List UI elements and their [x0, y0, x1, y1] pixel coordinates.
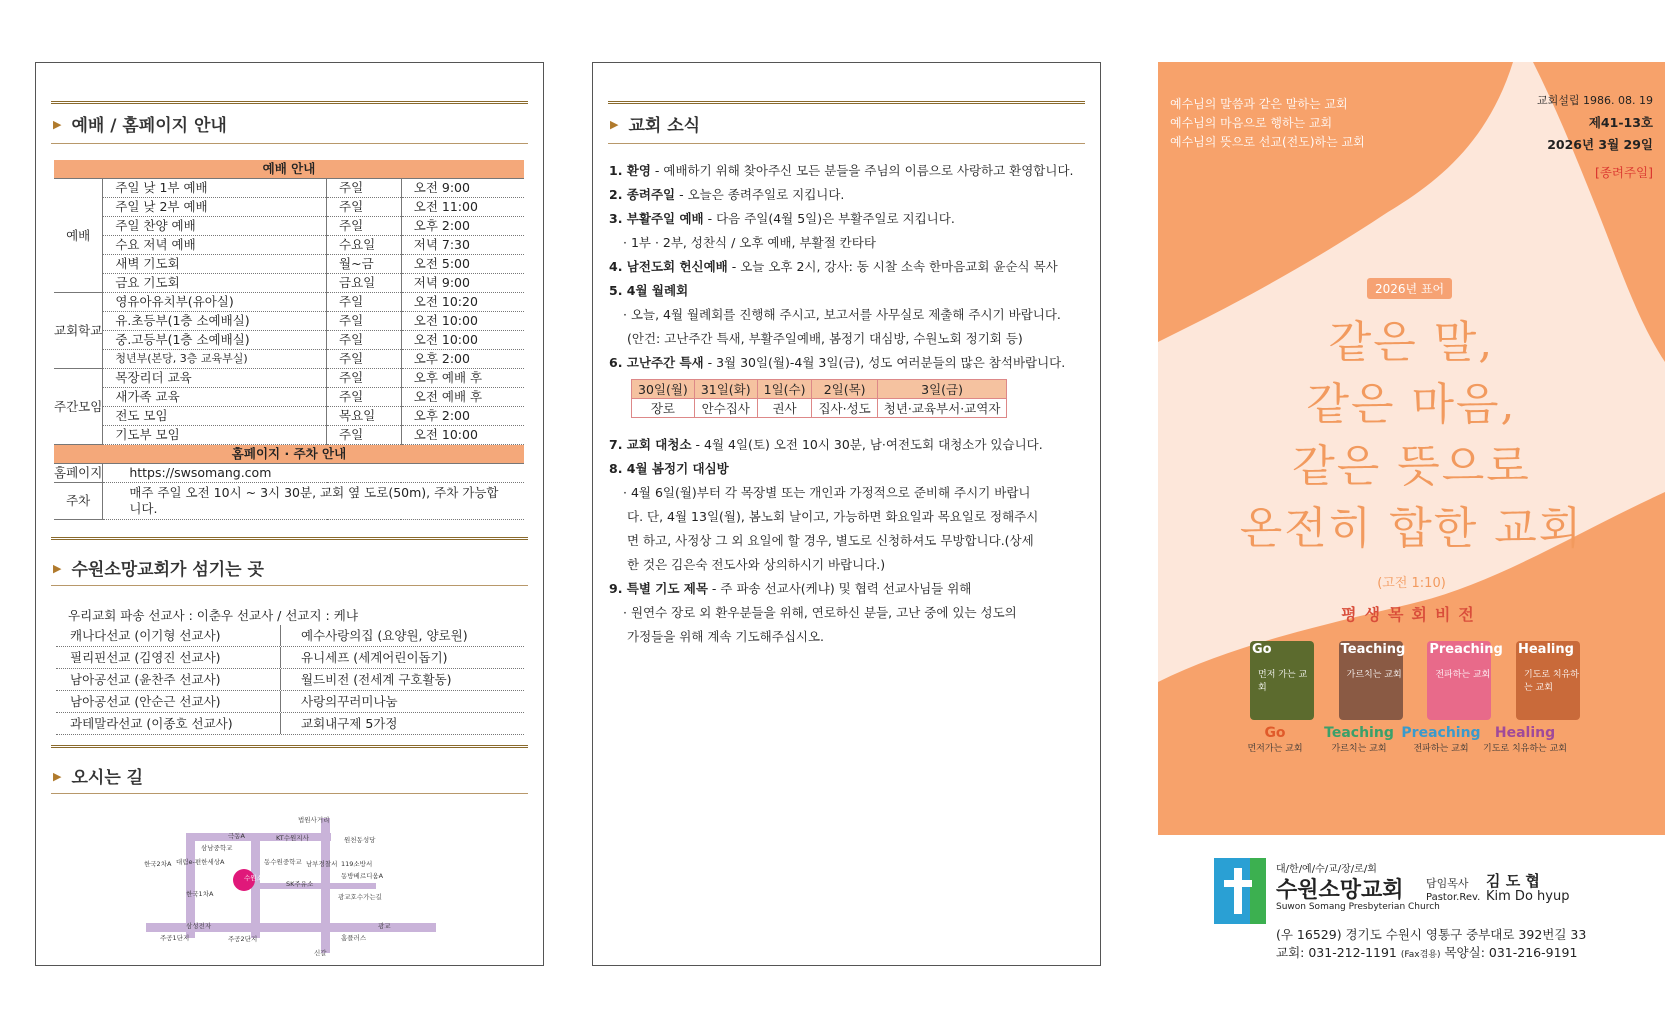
- table-cell: 31일(화): [694, 380, 757, 399]
- list-item: 필리핀선교 (김영진 선교사) 유니세프 (세계어린이돕기): [56, 647, 524, 669]
- table-cell: 주일 찬양 예배: [103, 217, 327, 236]
- table-header: 예배 안내: [54, 160, 524, 179]
- table-cell: 오전 10:00: [401, 426, 524, 445]
- news-item: (안건: 고난주간 특새, 부활주일예배, 봄정기 대심방, 수원노회 정기회 등): [627, 331, 1023, 346]
- section-divider: [51, 537, 528, 540]
- arrow-icon: ▶: [53, 562, 62, 575]
- table-cell: 오전 10:20: [401, 293, 524, 312]
- table-cell: 30일(월): [632, 380, 695, 399]
- table-row: [54, 369, 524, 388]
- table-row: [54, 312, 524, 331]
- table-row: [54, 236, 524, 255]
- news-item: 4. 남전도회 헌신예배 - 오늘 오후 2시, 강사: 동 시찰 소속 한마음교회 윤순식 목사: [609, 259, 1058, 274]
- table-cell: 금요일: [327, 274, 402, 293]
- news-item: 면 하고, 사정상 그 외 요일에 할 경우, 별도로 신청하셔도 무방합니다.(상세: [627, 533, 1034, 548]
- table-row: [54, 255, 524, 274]
- table-cell: 3일(금): [877, 380, 1007, 399]
- homepage-link[interactable]: https://swsomang.com: [103, 464, 524, 483]
- section-title-directions: ▶ 오시는 길: [53, 768, 144, 788]
- vision-tile-preaching: Preaching 전파하는 교회: [1427, 641, 1491, 720]
- table-cell: 권사: [757, 399, 812, 418]
- news-list: [609, 159, 1087, 375]
- category-cell: 홈페이지: [54, 464, 103, 483]
- table-cell: 수요 저녁 예배: [103, 236, 327, 255]
- table-cell: 오전 10:00: [401, 331, 524, 350]
- church-logo: [1214, 858, 1266, 924]
- table-row: [54, 274, 524, 293]
- table-row: [54, 198, 524, 217]
- vision-label: Preaching 전파하는 교회: [1401, 725, 1481, 754]
- arrow-icon: ▶: [610, 118, 619, 131]
- vision-tile-healing: Healing 기도로 치유하는 교회: [1516, 641, 1580, 720]
- table-row: [54, 217, 524, 236]
- parking-info: 매주 주일 오전 10시 ~ 3시 30분, 교회 옆 도로(50m), 주차 가능합니다.: [103, 483, 524, 520]
- vision-tiles: [1250, 641, 1580, 720]
- table-row: [54, 407, 524, 426]
- map-label: 대림e-편한세상A: [176, 858, 225, 866]
- table-cell: 새벽 기도회: [103, 255, 327, 274]
- map-label: 동수원중학교: [264, 858, 302, 866]
- section-title-worship: ▶ 예배 / 홈페이지 안내: [53, 116, 227, 136]
- slogans: 예수님의 말씀과 같은 말하는 교회 예수님의 마음으로 행하는 교회 예수님의 뜻으로 선교(전도)하는 교회: [1170, 97, 1365, 149]
- section-divider: [608, 101, 1085, 104]
- map-label: 주공1단지: [160, 934, 190, 942]
- map-label: 주공2단지: [228, 935, 258, 943]
- mission-intro: 우리교회 파송 선교사 : 이춘우 선교사 / 선교지 : 케냐: [68, 608, 358, 623]
- map-label: SK주유소: [286, 880, 314, 888]
- table-cell: 새가족 교육: [103, 388, 327, 407]
- map-label: 삼성전자: [186, 922, 212, 930]
- news-item: 3. 부활주일 예배 - 다음 주일(4월 5일)은 부활주일로 지킵니다.: [609, 211, 955, 226]
- list-item: 남아공선교 (안순근 선교사) 사랑의꾸러미나눔: [56, 691, 524, 713]
- table-cell: 목장리더 교육: [103, 369, 327, 388]
- table-cell: 수요일: [327, 236, 402, 255]
- map-label: 원천동성당: [344, 836, 376, 844]
- table-cell: 주일: [327, 312, 402, 331]
- news-item: 5. 4월 월례회: [609, 283, 689, 298]
- map-label: 극동A: [228, 832, 246, 840]
- map-label: KT수원지사: [276, 834, 309, 842]
- table-cell: 주일: [327, 388, 402, 407]
- table-cell: 주일: [327, 369, 402, 388]
- table-cell: 1일(수): [757, 380, 812, 399]
- table-cell: 주일: [327, 350, 402, 369]
- news-item: 2. 종려주일 - 오늘은 종려주일로 지킵니다.: [609, 187, 845, 202]
- table-row: [54, 464, 524, 483]
- map-label: 한국2차A: [144, 860, 172, 868]
- table-cell: 금요 기도회: [103, 274, 327, 293]
- news-item: 가정들을 위해 계속 기도해주십시오.: [627, 629, 825, 644]
- table-cell: 청년·교육부서·교역자: [877, 399, 1007, 418]
- map-label: 삼남중학교: [201, 844, 233, 852]
- news-item: 6. 고난주간 특새 - 3월 30일(월)-4월 3일(금), 성도 여러분들의 많은 참석바랍니다.: [609, 355, 1066, 370]
- map-label: 광교호수가는길: [338, 893, 382, 901]
- table-cell: 주일: [327, 179, 402, 198]
- table-row: [54, 426, 524, 445]
- address: (우 16529) 경기도 수원시 영통구 중부대로 392번길 33: [1276, 927, 1587, 942]
- map-label: 한국1차A: [186, 890, 214, 898]
- map-label: 119소방서: [341, 860, 373, 868]
- section-divider: [51, 745, 528, 748]
- table-row: [632, 380, 1007, 399]
- table-cell: 오후 2:00: [401, 350, 524, 369]
- section-title-news: ▶ 교회 소식: [610, 116, 701, 136]
- church-news-panel: [592, 62, 1101, 966]
- category-cell: 주간모임: [54, 369, 103, 445]
- table-cell: 유.초등부(1층 소예배실): [103, 312, 327, 331]
- table-row: [54, 293, 524, 312]
- vision-title: 평생목회비전: [1341, 605, 1482, 624]
- table-cell: 주일: [327, 217, 402, 236]
- table-cell: 저녁 7:30: [401, 236, 524, 255]
- table-cell: 오후 2:00: [401, 217, 524, 236]
- motto-badge: 2026년 표어: [1367, 278, 1452, 299]
- news-item: 1. 환영 - 예배하기 위해 찾아주신 모든 분들을 주님의 이름으로 사랑하고 환영합니다.: [609, 163, 1074, 178]
- table-row: [54, 350, 524, 369]
- list-item: 캐나다선교 (이기형 선교사) 예수사랑의집 (요양원, 양로원): [56, 625, 524, 647]
- table-cell: 오전 5:00: [401, 255, 524, 274]
- news-item: 한 것은 김은숙 전도사와 상의하시기 바랍니다.): [627, 557, 886, 572]
- vision-label: Go 먼저가는 교회: [1247, 725, 1303, 754]
- section-title-missions: ▶ 수원소망교회가 섬기는 곳: [53, 560, 264, 580]
- table-cell: 안수집사: [694, 399, 757, 418]
- table-row: [54, 331, 524, 350]
- issue-info: 교회설립 1986. 08. 19 제41-13호 2026년 3월 29일 [종려주일]: [1537, 94, 1653, 180]
- category-cell: 예배: [54, 179, 103, 293]
- table-row: [632, 399, 1007, 418]
- lent-schedule-table: [631, 379, 1007, 418]
- news-item: 7. 교회 대청소 - 4월 4일(토) 오전 10시 30분, 남·여전도회 대청소가 있습니다.: [609, 437, 1043, 452]
- news-item: · 4월 6일(월)부터 각 목장별 또는 개인과 가정적으로 준비해 주시기 바랍니: [623, 485, 1031, 500]
- vision-tile-go: Go 먼저 가는 교회: [1250, 641, 1314, 720]
- category-cell: 교회학교: [54, 293, 103, 369]
- news-item: 다. 단, 4월 13일(월), 봄노회 날이고, 가능하면 화요일과 목요일로 정해주시: [627, 509, 1039, 524]
- list-item: 과테말라선교 (이종호 선교사) 교회내구제 5가정: [56, 713, 524, 735]
- motto-reference: (고전 1:10): [1377, 576, 1446, 591]
- map-label: 법원사거리: [298, 816, 330, 824]
- table-cell: 영유아유치부(유아실): [103, 293, 327, 312]
- map-label: 광교: [378, 922, 391, 930]
- news-item: 8. 4월 봄정기 대심방: [609, 461, 729, 476]
- table-cell: 2일(목): [812, 380, 877, 399]
- table-cell: 전도 모임: [103, 407, 327, 426]
- table-row: [54, 483, 524, 520]
- table-row: [54, 179, 524, 198]
- table-cell: 주일: [327, 331, 402, 350]
- map-label: 신갈: [314, 949, 327, 957]
- table-cell: 주일: [327, 426, 402, 445]
- table-cell: 기도부 모임: [103, 426, 327, 445]
- arrow-icon: ▶: [53, 770, 62, 783]
- worship-info-panel: [35, 62, 544, 966]
- table-cell: 저녁 9:00: [401, 274, 524, 293]
- table-cell: 중.고등부(1층 소예배실): [103, 331, 327, 350]
- worship-table: [54, 160, 524, 520]
- map-label: 동방베르디움A: [341, 872, 384, 880]
- table-cell: 주일: [327, 293, 402, 312]
- arrow-icon: ▶: [53, 118, 62, 131]
- news-item: · 1부 · 2부, 성찬식 / 오후 예배, 부활절 칸타타: [623, 235, 876, 250]
- news-item: 9. 특별 기도 제목 - 주 파송 선교사(케냐) 및 협력 선교사님들 위해: [609, 581, 972, 596]
- table-cell: 오전 11:00: [401, 198, 524, 217]
- table-row: [54, 388, 524, 407]
- map-label: 홈플러스: [341, 934, 367, 942]
- directions-map: [146, 808, 446, 958]
- table-cell: 월~금: [327, 255, 402, 274]
- phone-line: 교회: 031-212-1191 (Fax겸용) 목양실: 031-216-9191: [1276, 945, 1578, 960]
- table-cell: 청년부(본당, 3층 교육부실): [103, 350, 327, 369]
- table-cell: 주일 낮 1부 예배: [103, 179, 327, 198]
- news-list-2: [609, 433, 1087, 649]
- pastor-name: 김 도 협: [1486, 872, 1540, 890]
- table-cell: 주일: [327, 198, 402, 217]
- table-cell: 장로: [632, 399, 695, 418]
- table-cell: 오후 예배 후: [401, 369, 524, 388]
- list-item: 남아공선교 (윤찬주 선교사) 월드비전 (전세계 구호활동): [56, 669, 524, 691]
- table-cell: 목요일: [327, 407, 402, 426]
- vision-label: Teaching 가르치는 교회: [1324, 725, 1394, 754]
- vision-tile-teaching: Teaching 가르치는 교회: [1339, 641, 1403, 720]
- table-cell: 오후 2:00: [401, 407, 524, 426]
- mission-list: [56, 625, 524, 735]
- table-cell: 오전 10:00: [401, 312, 524, 331]
- table-cell: 오전 예배 후: [401, 388, 524, 407]
- news-item: · 원연수 장로 외 환우분들을 위해, 연로하신 분들, 고난 중에 있는 성도의: [623, 605, 1017, 620]
- map-label: 남부경찰서: [306, 860, 338, 868]
- table-cell: 집사·성도: [812, 399, 877, 418]
- motto-text: 같은 말, 같은 마음, 같은 뜻으로 온전히 합한 교회: [1239, 317, 1584, 554]
- news-item: · 오늘, 4월 월례회를 진행해 주시고, 보고서를 사무실로 제출해 주시기 바랍니다.: [623, 307, 1061, 322]
- section-divider: [51, 101, 528, 104]
- vision-label: Healing 기도로 치유하는 교회: [1483, 725, 1567, 754]
- map-label: 수원소망교회: [244, 874, 282, 882]
- bulletin-cover: [1158, 62, 1665, 835]
- church-name: 수원소망교회: [1276, 878, 1404, 903]
- table-cell: 오전 9:00: [401, 179, 524, 198]
- table-cell: 주일 낮 2부 예배: [103, 198, 327, 217]
- table-header: 홈페이지 · 주차 안내: [54, 445, 524, 464]
- category-cell: 주차: [54, 483, 103, 520]
